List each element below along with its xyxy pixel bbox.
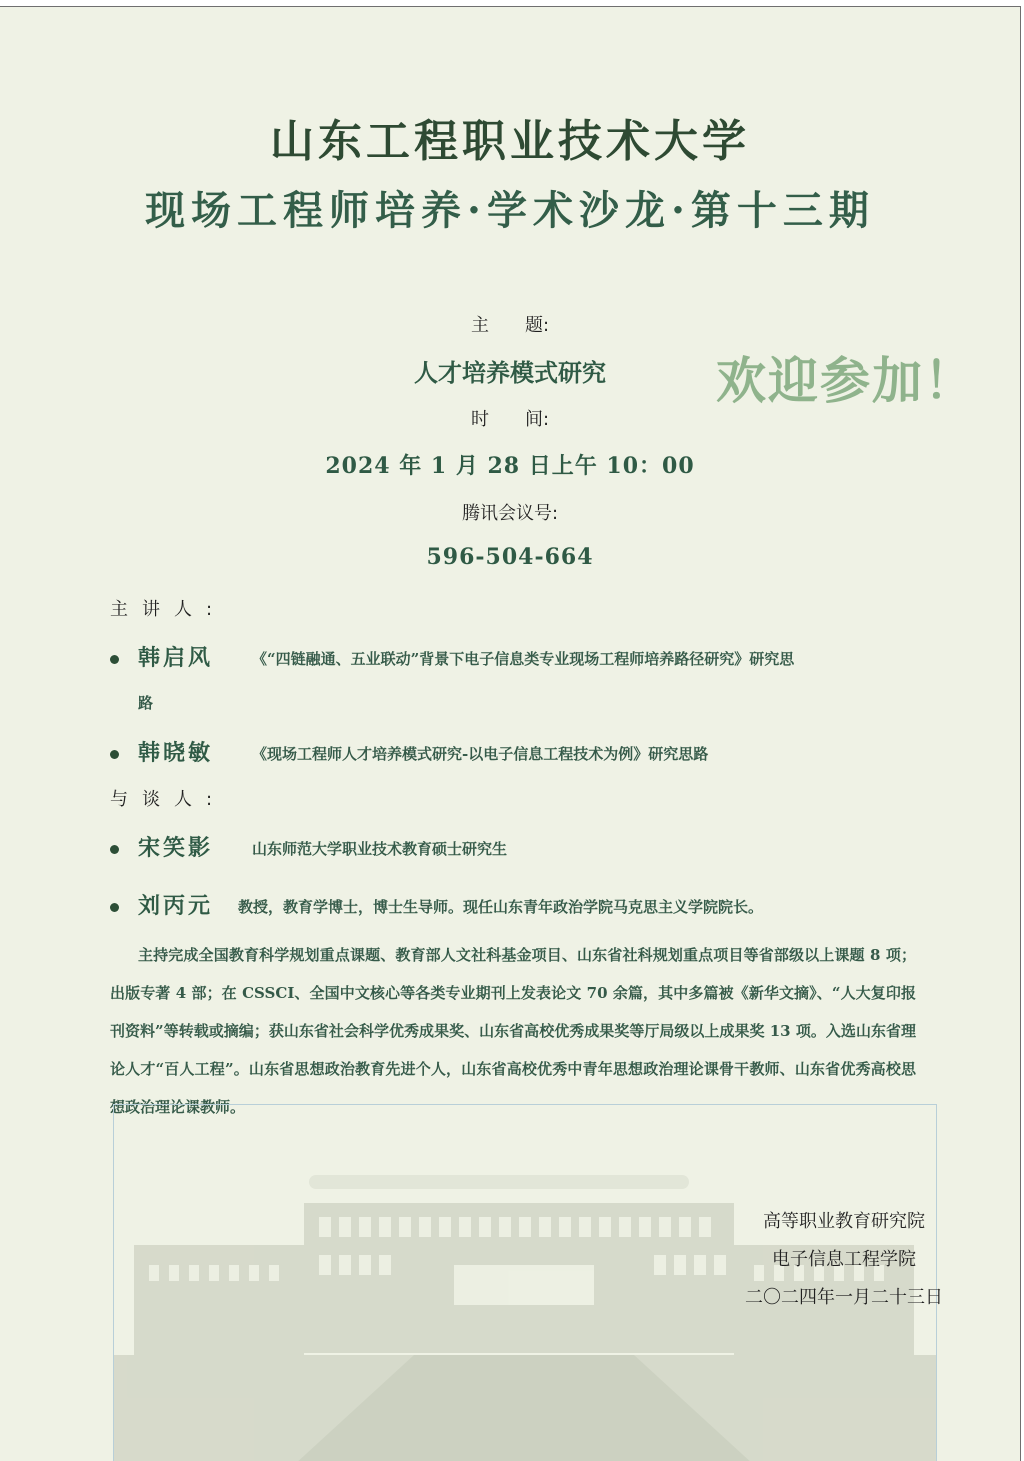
time-text: 2024 年 1 月 28 日上午 10：00	[325, 453, 695, 479]
discussant-name: 宋笑影	[138, 835, 214, 861]
bullet-icon	[110, 903, 119, 912]
bullet-icon	[110, 845, 119, 854]
welcome-banner: 欢迎参加！	[716, 352, 976, 410]
speaker-name: 韩启风	[138, 645, 214, 671]
organizer-1: 高等职业教育研究院	[763, 1211, 925, 1232]
discussant-name: 刘丙元	[138, 893, 214, 919]
discussant-bio: 主持完成全国教育科学规划重点课题、教育部人文社科基金项目、山东省社科规划重点项目等省部级以上课题 8 项；出版专著 4 部；在 CSSCI、全国中文核心等各类专业期刊上发表论文 70 余篇，其中多篇被《新华文摘》、“人大复印报刊资料”等转载或摘编；获山东省社会科学优秀成果奖、山东省高校优秀成果奖等厅局级以上成果奖 13 项。入选山东省理论人才“百人工程”。山东省思想政治教育先进个人，山东省高校优秀中青年思想政治理论课骨干教师、山东省优秀高校思想政治理论课教师。	[110, 946, 916, 1116]
poster-page	[0, 6, 1021, 1461]
topic-label: 主 题:	[470, 315, 550, 336]
speaker-topic: 《“四链融通、五业联动”背景下电子信息类专业现场工程师培养路径研究》研究思	[252, 650, 795, 668]
discussant-desc: 教授，教育学博士，博士生导师。现任山东青年政治学院马克思主义学院院长。	[238, 898, 764, 916]
speaker-topic-continued: 路	[138, 694, 154, 712]
speakers-label: 主讲人:	[110, 599, 227, 620]
time-label: 时 间:	[470, 409, 550, 430]
issue-date: 二〇二四年一月二十三日	[745, 1287, 943, 1308]
bullet-icon	[110, 750, 119, 759]
speaker-name: 韩晓敏	[138, 740, 214, 766]
bullet-icon	[110, 655, 119, 664]
signature-area	[113, 1104, 943, 1461]
topic-text: 人才培养模式研究	[414, 358, 606, 387]
speaker-topic: 《现场工程师人才培养模式研究-以电子信息工程技术为例》研究思路	[252, 745, 709, 763]
discussants-label: 与谈人:	[110, 789, 227, 810]
meeting-id: 596-504-664	[426, 544, 594, 570]
university-title: 山东工程职业技术大学	[270, 116, 750, 167]
event-title: 现场工程师培养·学术沙龙·第十三期	[145, 187, 875, 234]
discussant-desc: 山东师范大学职业技术教育硕士研究生	[252, 840, 508, 858]
organizer-2: 电子信息工程学院	[772, 1249, 916, 1270]
meeting-label: 腾讯会议号:	[461, 503, 559, 524]
